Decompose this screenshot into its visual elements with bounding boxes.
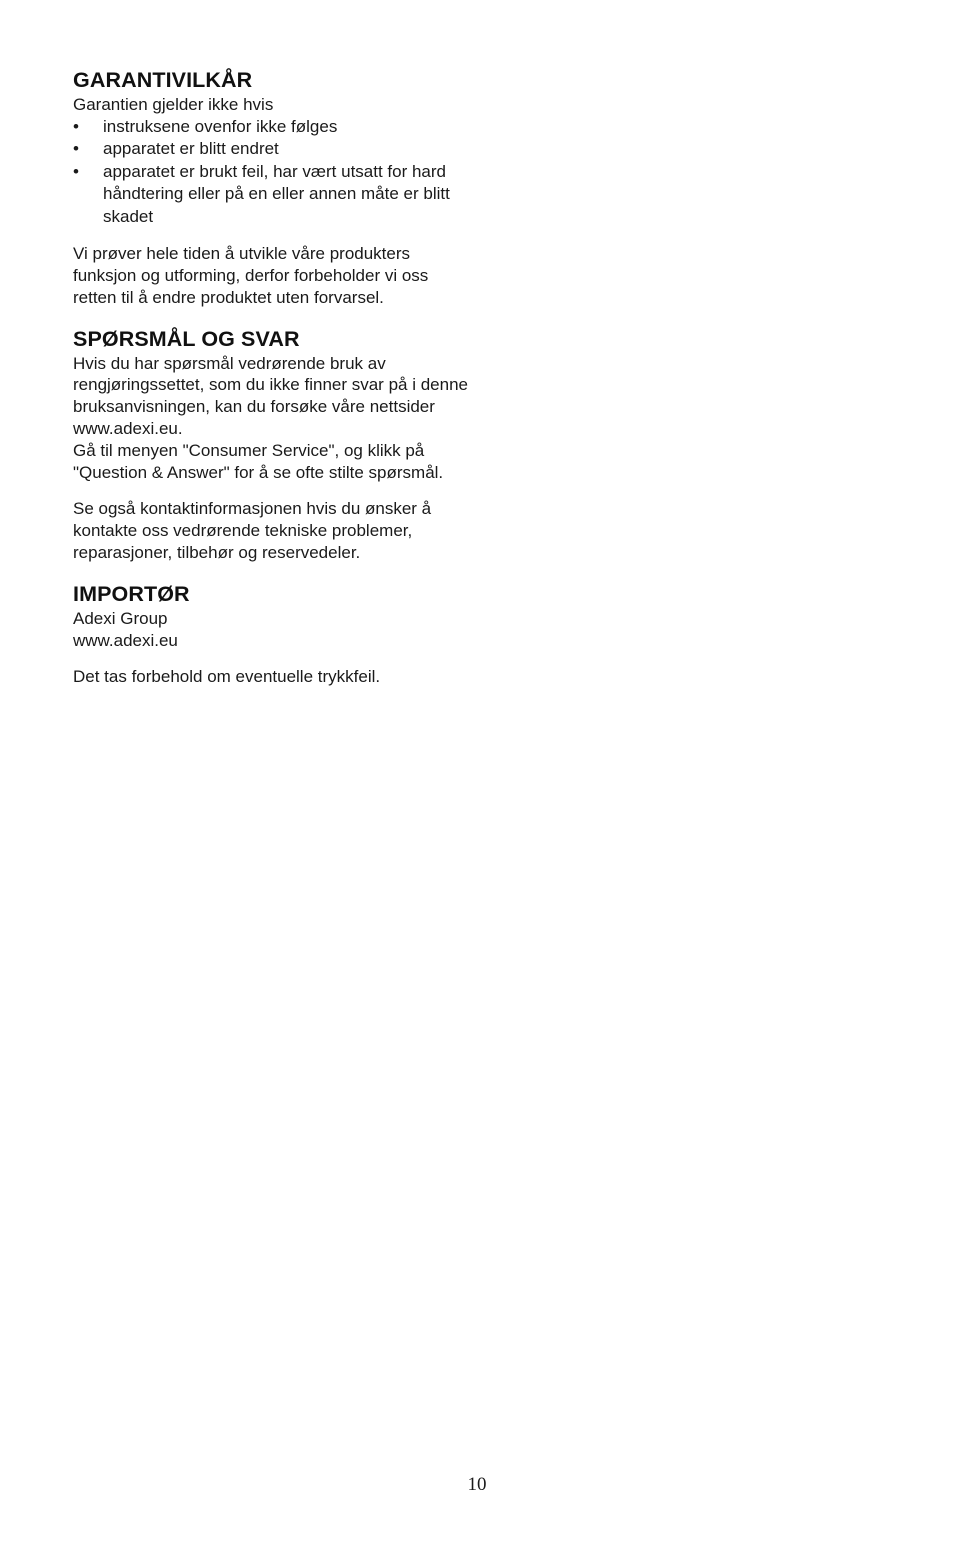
warranty-heading: GARANTIVILKÅR <box>73 68 253 92</box>
list-item-text: apparatet er blitt endret <box>103 139 279 159</box>
list-item <box>73 161 473 229</box>
importer-website: www.adexi.eu <box>73 630 178 650</box>
page-number: 10 <box>467 1474 487 1495</box>
list-item-text: instruksene ovenfor ikke følges <box>103 116 338 136</box>
importer-company: Adexi Group <box>73 608 168 628</box>
warranty-bullet-list <box>73 116 473 229</box>
bullet-icon: • <box>73 161 79 181</box>
list-item <box>73 138 473 161</box>
document-column <box>73 66 473 688</box>
list-item-text: apparatet er brukt feil, har vært utsatt for hard håndtering eller på en eller annen måte er blitt skadet <box>103 161 450 226</box>
faq-section <box>73 325 473 564</box>
faq-paragraph: Hvis du har spørsmål vedrørende bruk av rengjøringssettet, som du ikke finner svar på i denne bruksanvisningen, kan du forsøke våre nettsider www.adexi.eu. <box>73 353 468 439</box>
bullet-icon: • <box>73 116 79 136</box>
bullet-icon: • <box>73 139 79 159</box>
faq-contact-paragraph: Se også kontaktinformasjonen hvis du ønsker å kontakte oss vedrørende tekniske problemer, reparasjoner, tilbehør og reservedeler. <box>73 499 432 563</box>
warranty-section <box>73 66 473 309</box>
warranty-intro: Garantien gjelder ikke hvis <box>73 95 274 114</box>
list-item <box>73 116 473 139</box>
printing-disclaimer: Det tas forbehold om eventuelle trykkfeil. <box>73 667 381 687</box>
importer-heading: IMPORTØR <box>73 581 190 606</box>
importer-section <box>73 580 473 688</box>
faq-paragraph: Gå til menyen "Consumer Service", og klikk på "Question & Answer" for å se ofte stilte spørsmål. <box>73 440 444 482</box>
faq-heading: SPØRSMÅL OG SVAR <box>73 326 300 351</box>
warranty-note: Vi prøver hele tiden å utvikle våre produkters funksjon og utforming, derfor forbeholder vi oss retten til å endre produktet uten forvarsel. <box>73 244 429 307</box>
